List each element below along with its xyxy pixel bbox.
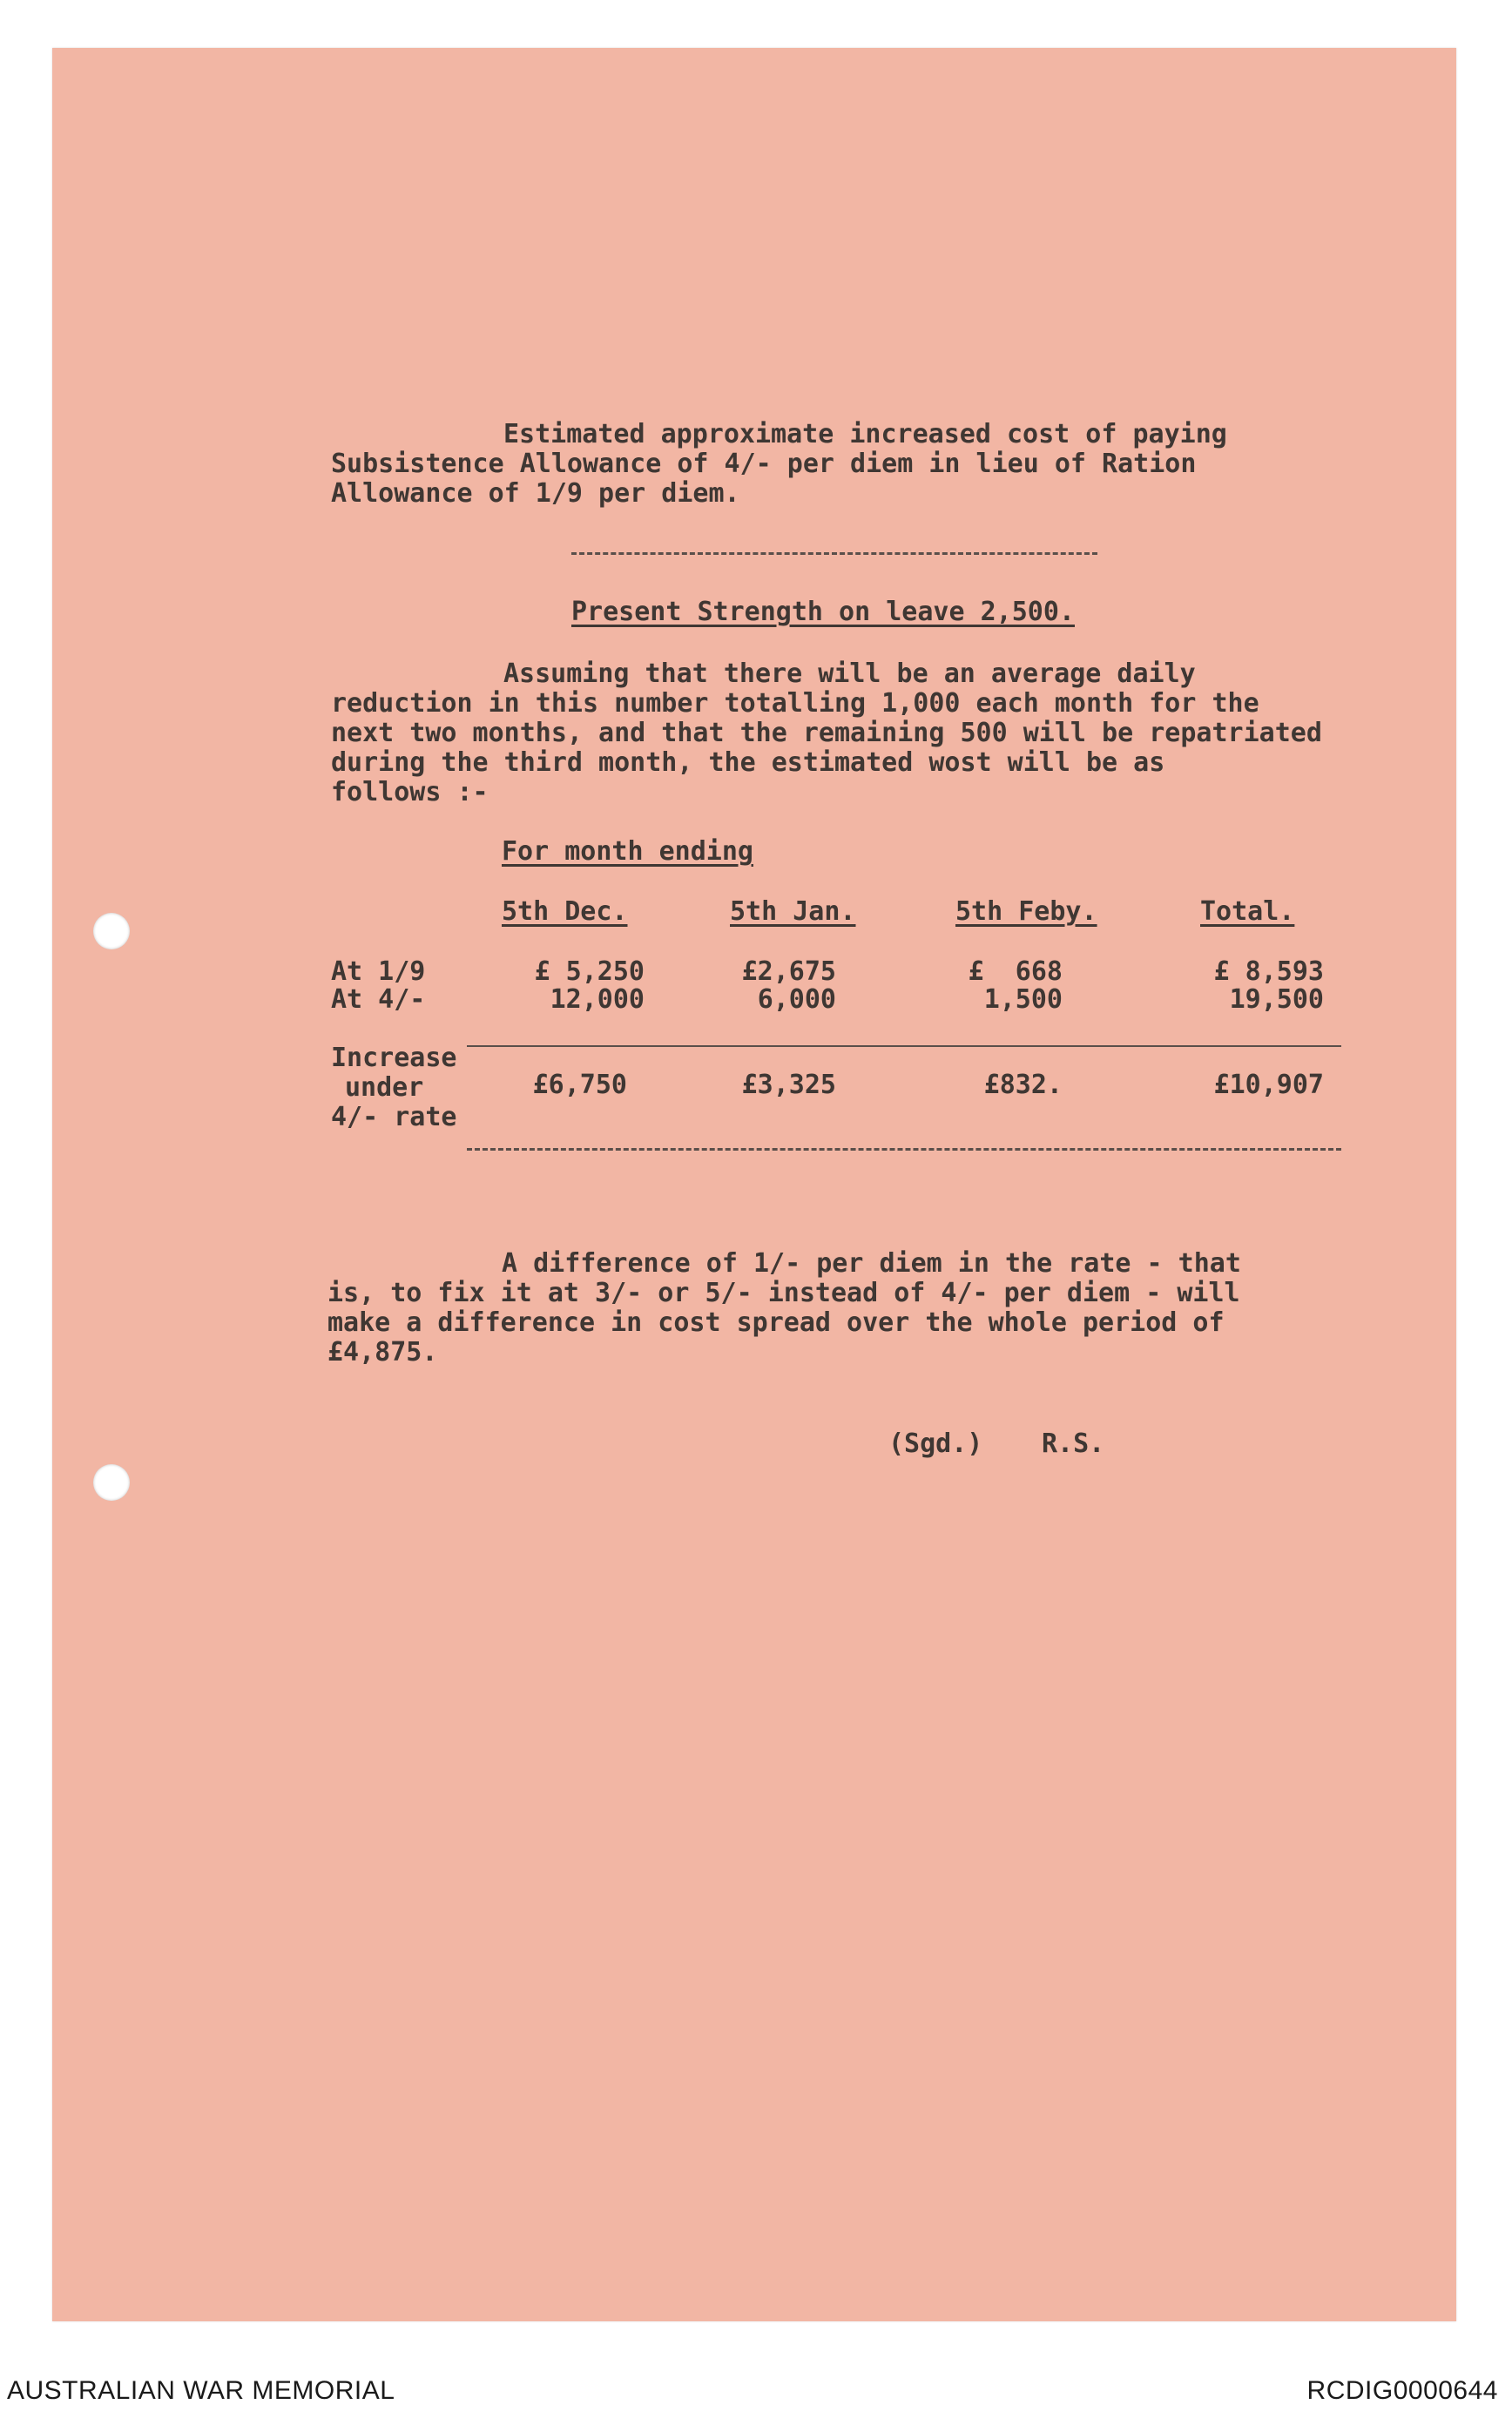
table-bottom-rule xyxy=(467,1148,1341,1151)
cell-4-total: 19,500 xyxy=(1229,984,1324,1015)
para2-line-4: £4,875. xyxy=(327,1337,438,1368)
footer-institution: AUSTRALIAN WAR MEMORIAL xyxy=(7,2376,395,2405)
column-header-jan: 5th Jan. xyxy=(730,896,856,927)
intro-line-3: Allowance of 1/9 per diem. xyxy=(331,478,740,509)
para2-line-1: A difference of 1/- per diem in the rate - that xyxy=(502,1248,1241,1279)
para2-line-3: make a difference in cost spread over the whole period of xyxy=(327,1307,1225,1338)
intro-line-1: Estimated approximate increased cost of paying xyxy=(503,419,1227,449)
para1-line-1: Assuming that there will be an average daily xyxy=(503,659,1196,689)
table-caption: For month ending xyxy=(502,836,753,867)
increase-label-line-2: under xyxy=(345,1072,424,1103)
cell-increase-total: £10,907 xyxy=(1213,1070,1324,1100)
cell-4-jan: 6,000 xyxy=(757,984,836,1015)
para1-line-5: follows :- xyxy=(331,777,489,807)
column-header-feb: 5th Feby. xyxy=(955,896,1097,927)
cell-1-9-total: £ 8,593 xyxy=(1213,956,1324,987)
increase-label-line-1: Increase xyxy=(331,1043,457,1073)
punch-hole-upper xyxy=(93,913,130,949)
column-header-dec: 5th Dec. xyxy=(502,896,628,927)
column-header-total: Total. xyxy=(1200,896,1295,927)
cell-increase-dec: £6,750 xyxy=(532,1070,627,1100)
separator-rule xyxy=(571,552,1097,555)
document-sheet xyxy=(52,48,1456,2321)
cell-4-dec: 12,000 xyxy=(550,984,645,1015)
table-total-rule xyxy=(467,1045,1341,1047)
para1-line-3: next two months, and that the remaining 500 will be repatriated xyxy=(331,718,1322,748)
footer-record-id: RCDIG0000644 xyxy=(1306,2376,1498,2405)
strength-heading: Present Strength on leave 2,500. xyxy=(571,597,1075,627)
cell-1-9-feb: £ 668 xyxy=(968,956,1063,987)
intro-line-2: Subsistence Allowance of 4/- per diem in lieu of Ration xyxy=(331,449,1197,479)
row-label-at-4: At 4/- xyxy=(331,984,426,1015)
punch-hole-lower xyxy=(93,1464,130,1501)
para2-line-2: is, to fix it at 3/- or 5/- instead of 4/- per diem - will xyxy=(327,1278,1240,1308)
cell-1-9-dec: £ 5,250 xyxy=(534,956,645,987)
row-label-at-1-9: At 1/9 xyxy=(331,956,426,987)
increase-label-line-3: 4/- rate xyxy=(331,1102,457,1132)
signature-initials: R.S. xyxy=(1042,1429,1105,1459)
para1-line-2: reduction in this number totalling 1,000 each month for the xyxy=(331,688,1259,719)
cell-increase-jan: £3,325 xyxy=(741,1070,836,1100)
cell-4-feb: 1,500 xyxy=(983,984,1063,1015)
cell-increase-feb: £832. xyxy=(983,1070,1063,1100)
signature-sgd: (Sgd.) xyxy=(888,1429,983,1459)
para1-line-4: during the third month, the estimated wost will be as xyxy=(331,747,1165,778)
cell-1-9-jan: £2,675 xyxy=(741,956,836,987)
